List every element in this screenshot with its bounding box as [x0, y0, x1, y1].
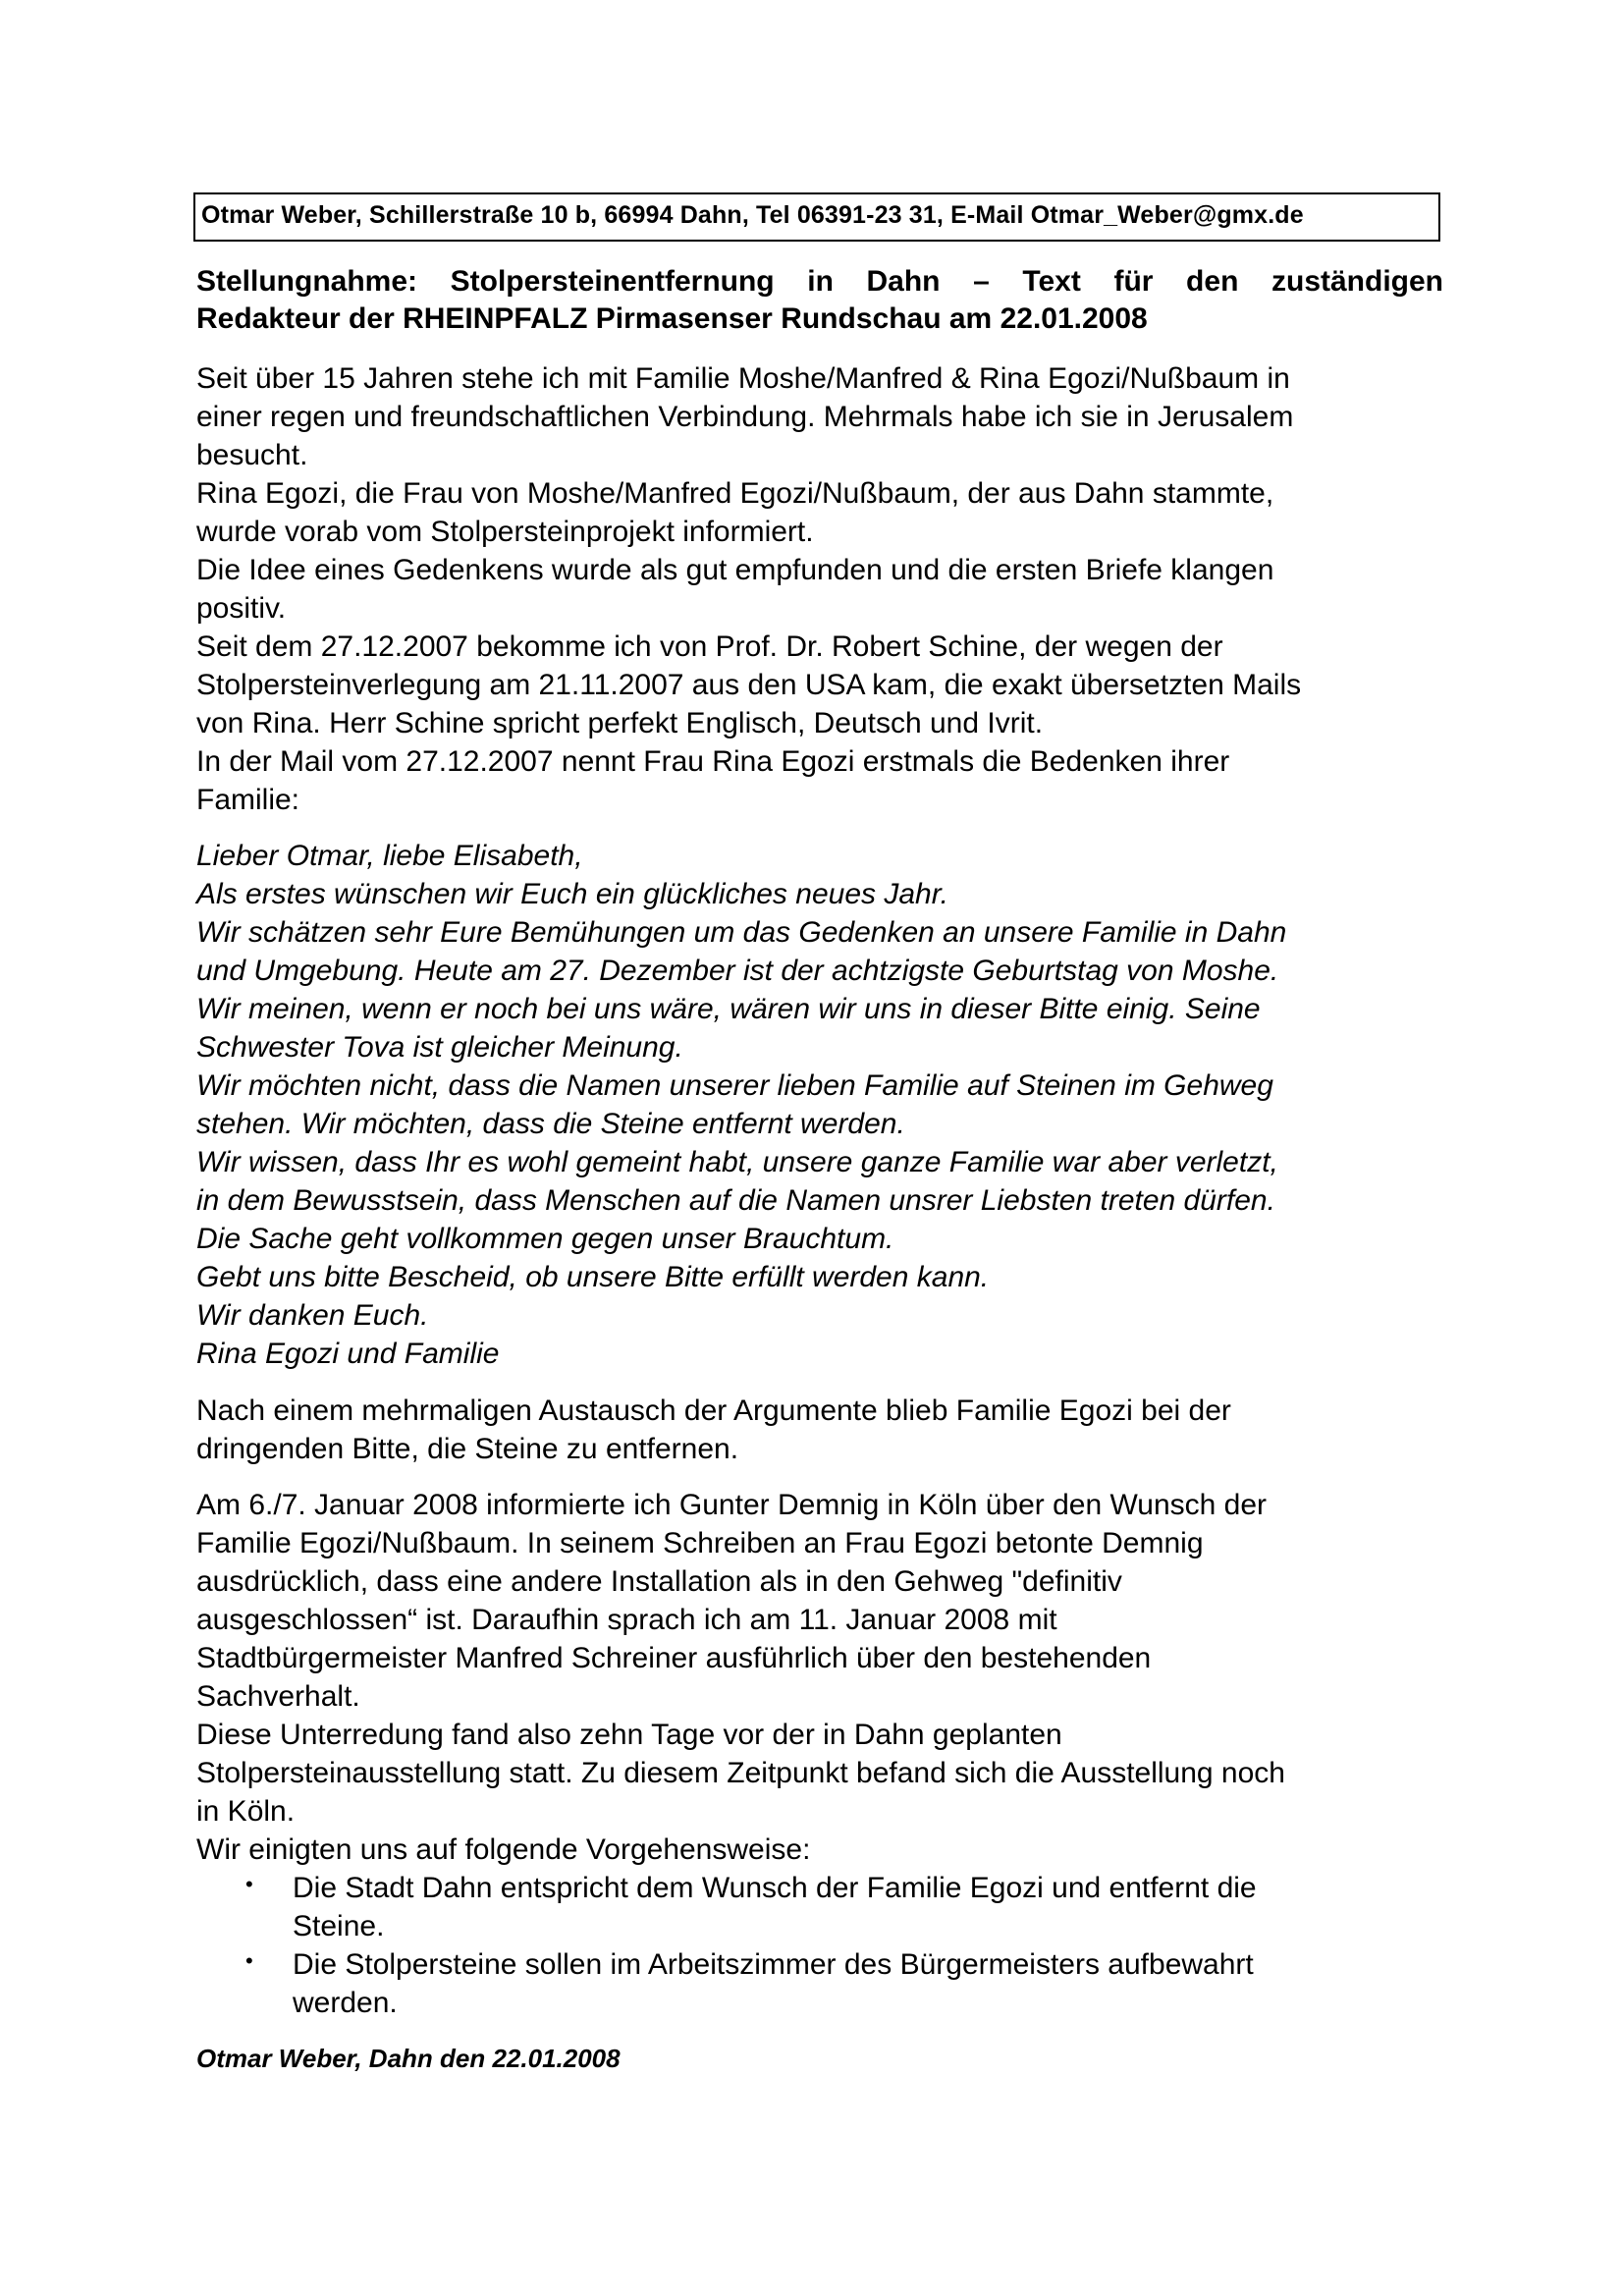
list-item-text: werden.	[293, 1987, 398, 2019]
contact-header-box	[193, 192, 1440, 242]
body-line: Stadtbürgermeister Manfred Schreiner ausführlich über den bestehenden	[196, 1642, 1152, 1674]
quote-line: Rina Egozi und Familie	[196, 1338, 500, 1370]
exchange-line: Nach einem mehrmaligen Austausch der Argumente blieb Familie Egozi bei der	[196, 1394, 1231, 1427]
body-paragraph	[196, 1486, 1443, 1869]
intro-line: wurde vorab vom Stolpersteinprojekt informiert.	[196, 516, 814, 548]
body-line: Diese Unterredung fand also zehn Tage vor der in Dahn geplanten	[196, 1719, 1062, 1751]
quote-line: Wir möchten nicht, dass die Namen unserer lieben Familie auf Steinen im Gehweg	[196, 1069, 1273, 1102]
quote-line: in dem Bewusstsein, dass Menschen auf die Namen unsrer Liebsten treten dürfen.	[196, 1184, 1275, 1217]
intro-line: Die Idee eines Gedenkens wurde als gut empfunden und die ersten Briefe klangen	[196, 554, 1274, 586]
quote-line: und Umgebung. Heute am 27. Dezember ist der achtzigste Geburtstag von Moshe.	[196, 955, 1279, 987]
intro-line: Seit dem 27.12.2007 bekomme ich von Prof. Dr. Robert Schine, der wegen der	[196, 630, 1223, 663]
list-item-text: Steine.	[293, 1910, 385, 1942]
intro-line: In der Mail vom 27.12.2007 nennt Frau Rina Egozi erstmals die Bedenken ihrer	[196, 745, 1230, 778]
signature-line: Otmar Weber, Dahn den 22.01.2008	[196, 2044, 621, 2073]
exchange-paragraph	[196, 1392, 1443, 1468]
intro-line: Rina Egozi, die Frau von Moshe/Manfred Egozi/Nußbaum, der aus Dahn stammte,	[196, 477, 1274, 510]
quote-line: Wir wissen, dass Ihr es wohl gemeint habt, unsere ganze Familie war aber verletzt,	[196, 1146, 1278, 1178]
list-item	[196, 1945, 1443, 2022]
agreement-list	[196, 1869, 1443, 2022]
intro-line: positiv.	[196, 592, 287, 625]
list-item	[196, 1869, 1443, 1945]
quote-line: Wir meinen, wenn er noch bei uns wäre, wären wir uns in dieser Bitte einig. Seine	[196, 993, 1261, 1025]
body-line: ausdrücklich, dass eine andere Installation als in den Gehweg "definitiv	[196, 1565, 1122, 1598]
quote-line: Lieber Otmar, liebe Elisabeth,	[196, 840, 583, 872]
intro-line: von Rina. Herr Schine spricht perfekt Englisch, Deutsch und Ivrit.	[196, 707, 1044, 739]
title-line-2: Redakteur der RHEINPFALZ Pirmasenser Rundschau am 22.01.2008	[196, 302, 1148, 335]
body-line: Stolpersteinausstellung statt. Zu diesem Zeitpunkt befand sich die Ausstellung noch	[196, 1757, 1285, 1789]
intro-paragraph	[196, 359, 1443, 819]
body-line: Familie Egozi/Nußbaum. In seinem Schreiben an Frau Egozi betonte Demnig	[196, 1527, 1204, 1559]
contact-line: Otmar Weber, Schillerstraße 10 b, 66994 Dahn, Tel 06391-23 31, E-Mail Otmar_Weber@gmx.de	[201, 201, 1304, 229]
bullet-icon: •	[245, 1948, 253, 1973]
body-line: in Köln.	[196, 1795, 296, 1828]
bullet-icon: •	[245, 1872, 253, 1896]
intro-line: Stolpersteinverlegung am 21.11.2007 aus den USA kam, die exakt übersetzten Mails	[196, 669, 1302, 701]
body-line: Wir einigten uns auf folgende Vorgehensweise:	[196, 1833, 811, 1866]
document-title	[196, 263, 1443, 338]
body-line: Sachverhalt.	[196, 1680, 360, 1713]
title-line-1: Stellungnahme: Stolpersteinentfernung in Dahn – Text für den zuständigen	[196, 265, 1443, 298]
body-line: Am 6./7. Januar 2008 informierte ich Gunter Demnig in Köln über den Wunsch der	[196, 1489, 1268, 1521]
quote-line: Wir danken Euch.	[196, 1299, 429, 1332]
quote-line: Schwester Tova ist gleicher Meinung.	[196, 1031, 683, 1064]
document-content	[196, 263, 1443, 2075]
quote-line: Die Sache geht vollkommen gegen unser Brauchtum.	[196, 1223, 894, 1255]
intro-line: Seit über 15 Jahren stehe ich mit Familie Moshe/Manfred & Rina Egozi/Nußbaum in	[196, 362, 1290, 395]
quote-line: Gebt uns bitte Bescheid, ob unsere Bitte erfüllt werden kann.	[196, 1261, 990, 1293]
quote-line: Wir schätzen sehr Eure Bemühungen um das Gedenken an unsere Familie in Dahn	[196, 916, 1287, 949]
quote-line: Als erstes wünschen wir Euch ein glückliches neues Jahr.	[196, 878, 948, 910]
quoted-email	[196, 837, 1443, 1373]
intro-line: einer regen und freundschaftlichen Verbindung. Mehrmals habe ich sie in Jerusalem	[196, 401, 1294, 433]
body-line: ausgeschlossen“ ist. Daraufhin sprach ich am 11. Januar 2008 mit	[196, 1604, 1057, 1636]
quote-line: stehen. Wir möchten, dass die Steine entfernt werden.	[196, 1108, 905, 1140]
exchange-line: dringenden Bitte, die Steine zu entfernen.	[196, 1433, 739, 1465]
intro-line: Familie:	[196, 784, 300, 816]
intro-line: besucht.	[196, 439, 308, 471]
list-item-text: Die Stadt Dahn entspricht dem Wunsch der Familie Egozi und entfernt die	[293, 1872, 1257, 1904]
list-item-text: Die Stolpersteine sollen im Arbeitszimmer des Bürgermeisters aufbewahrt	[293, 1948, 1254, 1981]
